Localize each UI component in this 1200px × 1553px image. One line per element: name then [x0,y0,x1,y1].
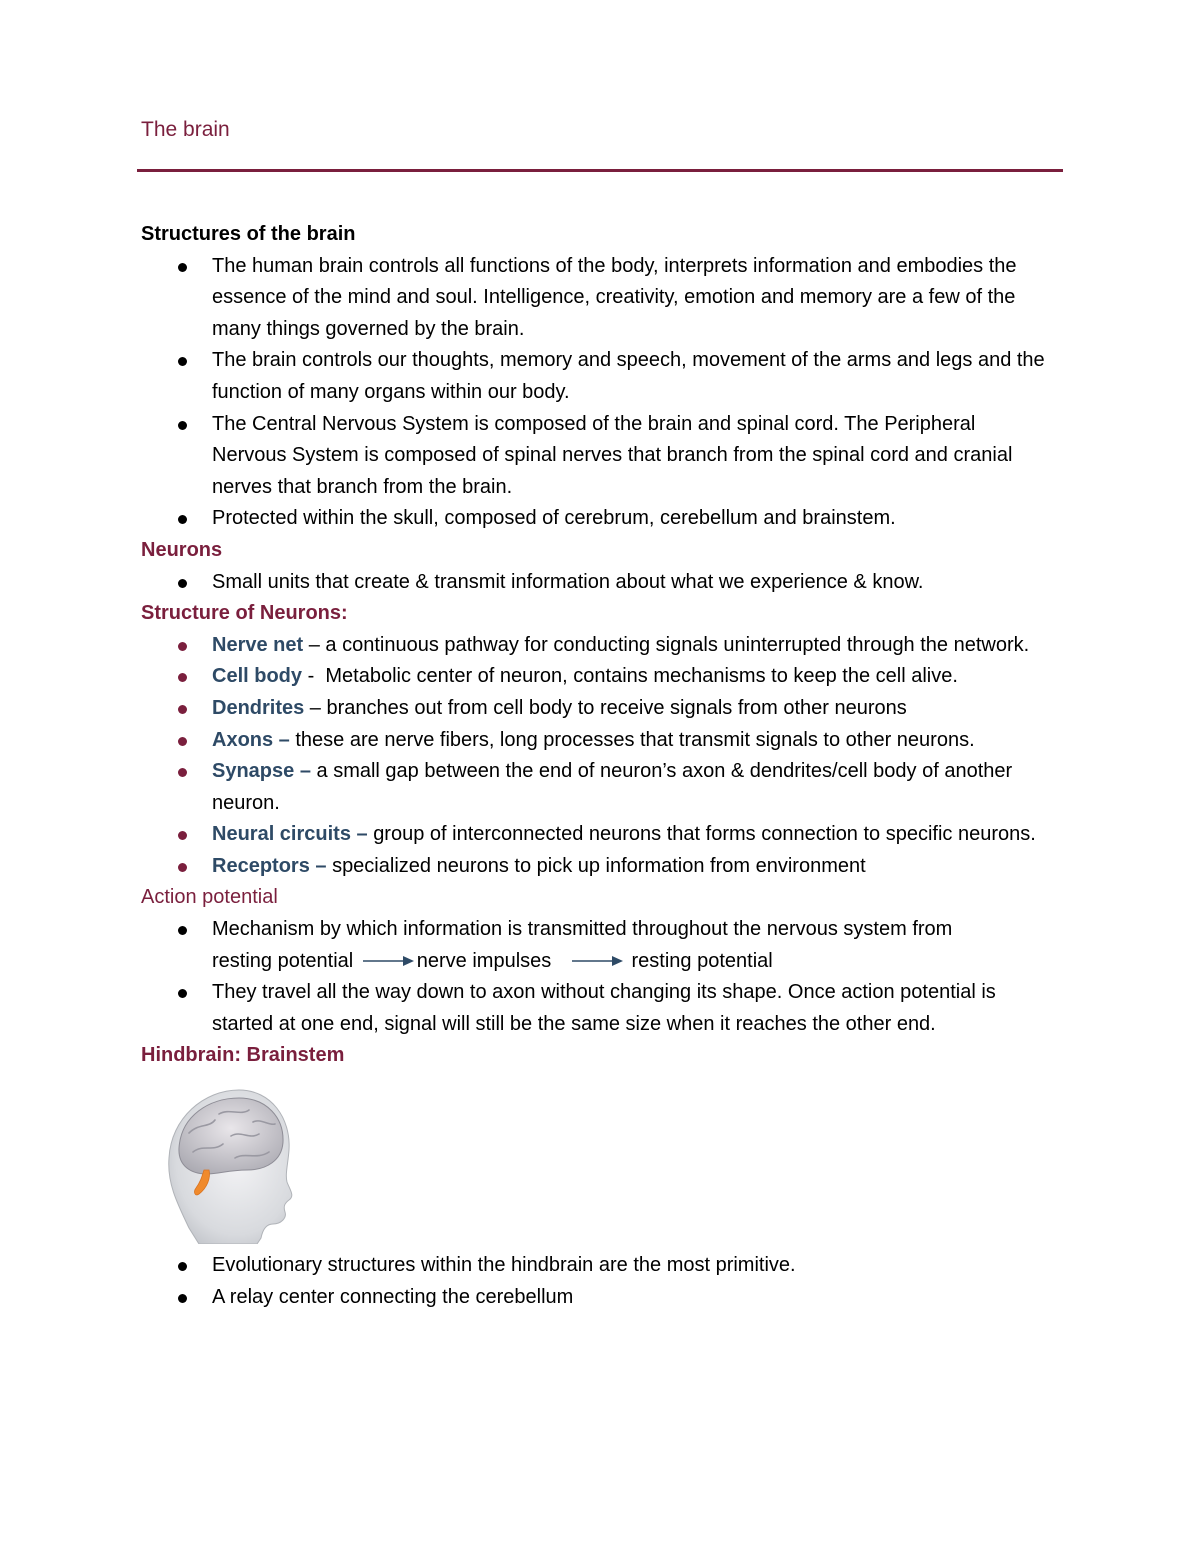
list-item: Synapse – a small gap between the end of neuron’s axon & dendrites/cell body of another neuron. [141,756,1051,819]
flow-step: resting potential [212,949,354,972]
bullet-icon [178,579,187,588]
bullet-icon [178,863,187,872]
bullet-icon [178,926,187,935]
list-item: A relay center connecting the cerebellum [141,1282,1051,1314]
bullet-icon [178,989,187,998]
list-item: The brain controls our thoughts, memory and speech, movement of the arms and legs and the function of many organs within our body. [141,345,1051,408]
document-body [141,219,1051,1313]
bullet-icon [178,357,187,366]
arrow-right-icon [570,955,624,967]
list-item: Axons – these are nerve fibers, long processes that transmit signals to other neurons. [141,725,1051,757]
bullet-icon [178,673,187,682]
bullet-icon [178,831,187,840]
term-label: Receptors – [212,854,327,877]
bullet-icon [178,421,187,430]
title-divider [137,169,1063,172]
hindbrain-list [141,1250,1051,1313]
list-item: Nerve net – a continuous pathway for conducting signals uninterrupted through the network. [141,630,1051,662]
heading-hindbrain: Hindbrain: Brainstem [141,1044,345,1067]
list-item: Small units that create & transmit information about what we experience & know. [141,567,1051,599]
term-label: Cell body [212,665,303,688]
action-potential-list [141,914,1051,1040]
term-label: Synapse – [212,760,311,783]
list-item: Mechanism by which information is transmitted throughout the nervous system from resting potential nerve impulses resting potential [141,914,1051,977]
bullet-icon [178,1262,187,1271]
bullet-icon [178,705,187,714]
list-item: Neural circuits – group of interconnected neurons that forms connection to specific neurons. [141,819,1051,851]
term-label: Dendrites [212,696,305,719]
arrow-right-icon [361,955,415,967]
list-item: Receptors – specialized neurons to pick up information from environment [141,851,1051,883]
term-label: Axons – [212,728,290,751]
list-item: They travel all the way down to axon without changing its shape. Once action potential is started at one end, signal will still be the same size when it reaches the other end. [141,977,1051,1040]
heading-structures: Structures of the brain [141,223,356,245]
list-item: Protected within the skull, composed of cerebrum, cerebellum and brainstem. [141,503,1051,535]
term-label: Neural circuits – [212,823,368,846]
document-title: The brain [141,118,230,141]
flow-step: nerve impulses [416,949,552,972]
structure-of-neurons-list [141,630,1051,883]
bullet-icon [178,515,187,524]
bullet-icon [178,768,187,777]
brain-illustration [149,1078,299,1244]
bullet-icon [178,642,187,651]
heading-action-potential: Action potential [141,886,278,909]
bullet-icon [178,1294,187,1303]
term-label: Nerve net [212,633,304,656]
bullet-icon [178,737,187,746]
list-item: The Central Nervous System is composed of the brain and spinal cord. The Peripheral Nervous System is composed of spinal nerves that branch from the spinal cord and cranial nerves that branch from the brain. [141,409,1051,504]
list-item: Cell body - Metabolic center of neuron, contains mechanisms to keep the cell alive. [141,661,1051,693]
list-item: Dendrites – branches out from cell body to receive signals from other neurons [141,693,1051,725]
neurons-list [141,567,1051,599]
flow-step: resting potential [631,949,773,972]
heading-neurons: Neurons [141,538,223,561]
structures-list [141,251,1051,535]
list-item: The human brain controls all functions of the body, interprets information and embodies the essence of the mind and soul. Intelligence, creativity, emotion and memory are a few of the many things governed by the brain. [141,251,1051,346]
list-item: Evolutionary structures within the hindbrain are the most primitive. [141,1250,1051,1282]
bullet-icon [178,263,187,272]
heading-structure-of-neurons: Structure of Neurons: [141,602,348,625]
